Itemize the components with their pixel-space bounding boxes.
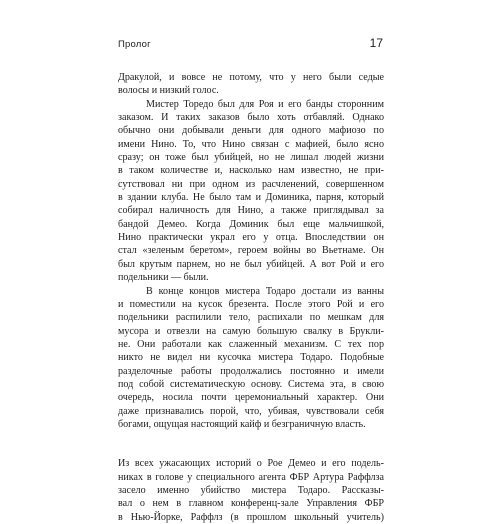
text-line: бандой Демео. Когда Доминик был еще мальчишкой,: [118, 218, 384, 230]
text-line: подельники распилили тело, распихали по мешкам для: [118, 312, 384, 324]
text-line: сутствовал ни при одном из расчленений, совершенном: [118, 178, 384, 190]
text-line: обычно они добывали деньги для одного мафиозо по: [118, 125, 384, 137]
text-line: засело именно убийство мистера Тодаро. Рассказы-: [118, 484, 384, 496]
text-line: не. Они работали как слаженный механизм. С тех пор: [118, 338, 384, 350]
text-line: никах в голове у специального агента ФБР Артура Раффлза: [118, 471, 384, 483]
text-line: был крутым парнем, но не был убийцей. А вот Рой и его: [118, 258, 384, 270]
text-line: волосы и низкий голос.: [118, 85, 219, 97]
text-line: даже признавались порой, что, убивая, чувствовали себя: [118, 405, 384, 417]
text-line: в таком количестве и, насколько нам известно, не при-: [118, 165, 384, 177]
text-line: сразу; он тоже был убийцей, но не лишал людей жизни: [118, 152, 384, 164]
text-line: очередь, носила почти церемониальный характер. Они: [118, 392, 384, 404]
text-line: мусора и отвезли на самую большую свалку в Брукли-: [118, 325, 384, 337]
text-line: стал «зеленым беретом», героем войны во Вьетнаме. Он: [118, 245, 384, 257]
section-break: [118, 431, 384, 457]
text-line: в Нью-Йорке, Раффлз (в прошлом школьный учитель): [118, 511, 384, 523]
text-line: под собой систематическую основу. Система эта, в свою: [118, 378, 384, 390]
text-line: имени Нино. То, что Нино связан с мафией, было ясно: [118, 138, 384, 150]
text-line: заказом. И таких заказов было хоть отбавляй. Однако: [118, 112, 384, 124]
text-line: Нино практически украл его у отца. Впоследствии он: [118, 232, 384, 244]
text-line: подельники — были.: [118, 272, 209, 284]
text-line: В конце концов мистера Тодаро достали из ванны: [146, 285, 384, 297]
paragraph: [118, 285, 384, 432]
running-title: Пролог: [118, 39, 151, 50]
page-number: 17: [369, 36, 383, 50]
text-line: Из всех ужасающих историй о Рое Демео и его подель-: [118, 458, 384, 470]
text-line: Мистер Торедо был для Роя и его банды сторонним: [146, 98, 384, 110]
text-line: никто не видел ни кусочка мистера Тодаро. Подобные: [118, 352, 384, 364]
text-line: богами, ощущая настоящий кайф и безграничную власть.: [118, 418, 366, 430]
text-line: собирал наличность для Нино, а также приглядывал за: [118, 205, 384, 217]
paragraph: [118, 457, 384, 524]
text-line: и поместили на кусок брезента. После этого Рой и его: [118, 298, 384, 310]
text-line: разделочные работы продолжались постоянно и имели: [118, 365, 384, 377]
text-line: вал о нем в главном конференц-зале Управления ФБР: [118, 498, 384, 510]
paragraph: [118, 98, 384, 285]
text-line: Дракулой, и вовсе не потому, что у него были седые: [118, 72, 384, 83]
text-line: в здании клуба. Не было там и Доминика, парня, который: [118, 192, 384, 204]
paragraph: [118, 71, 384, 98]
body-text: [118, 71, 384, 524]
